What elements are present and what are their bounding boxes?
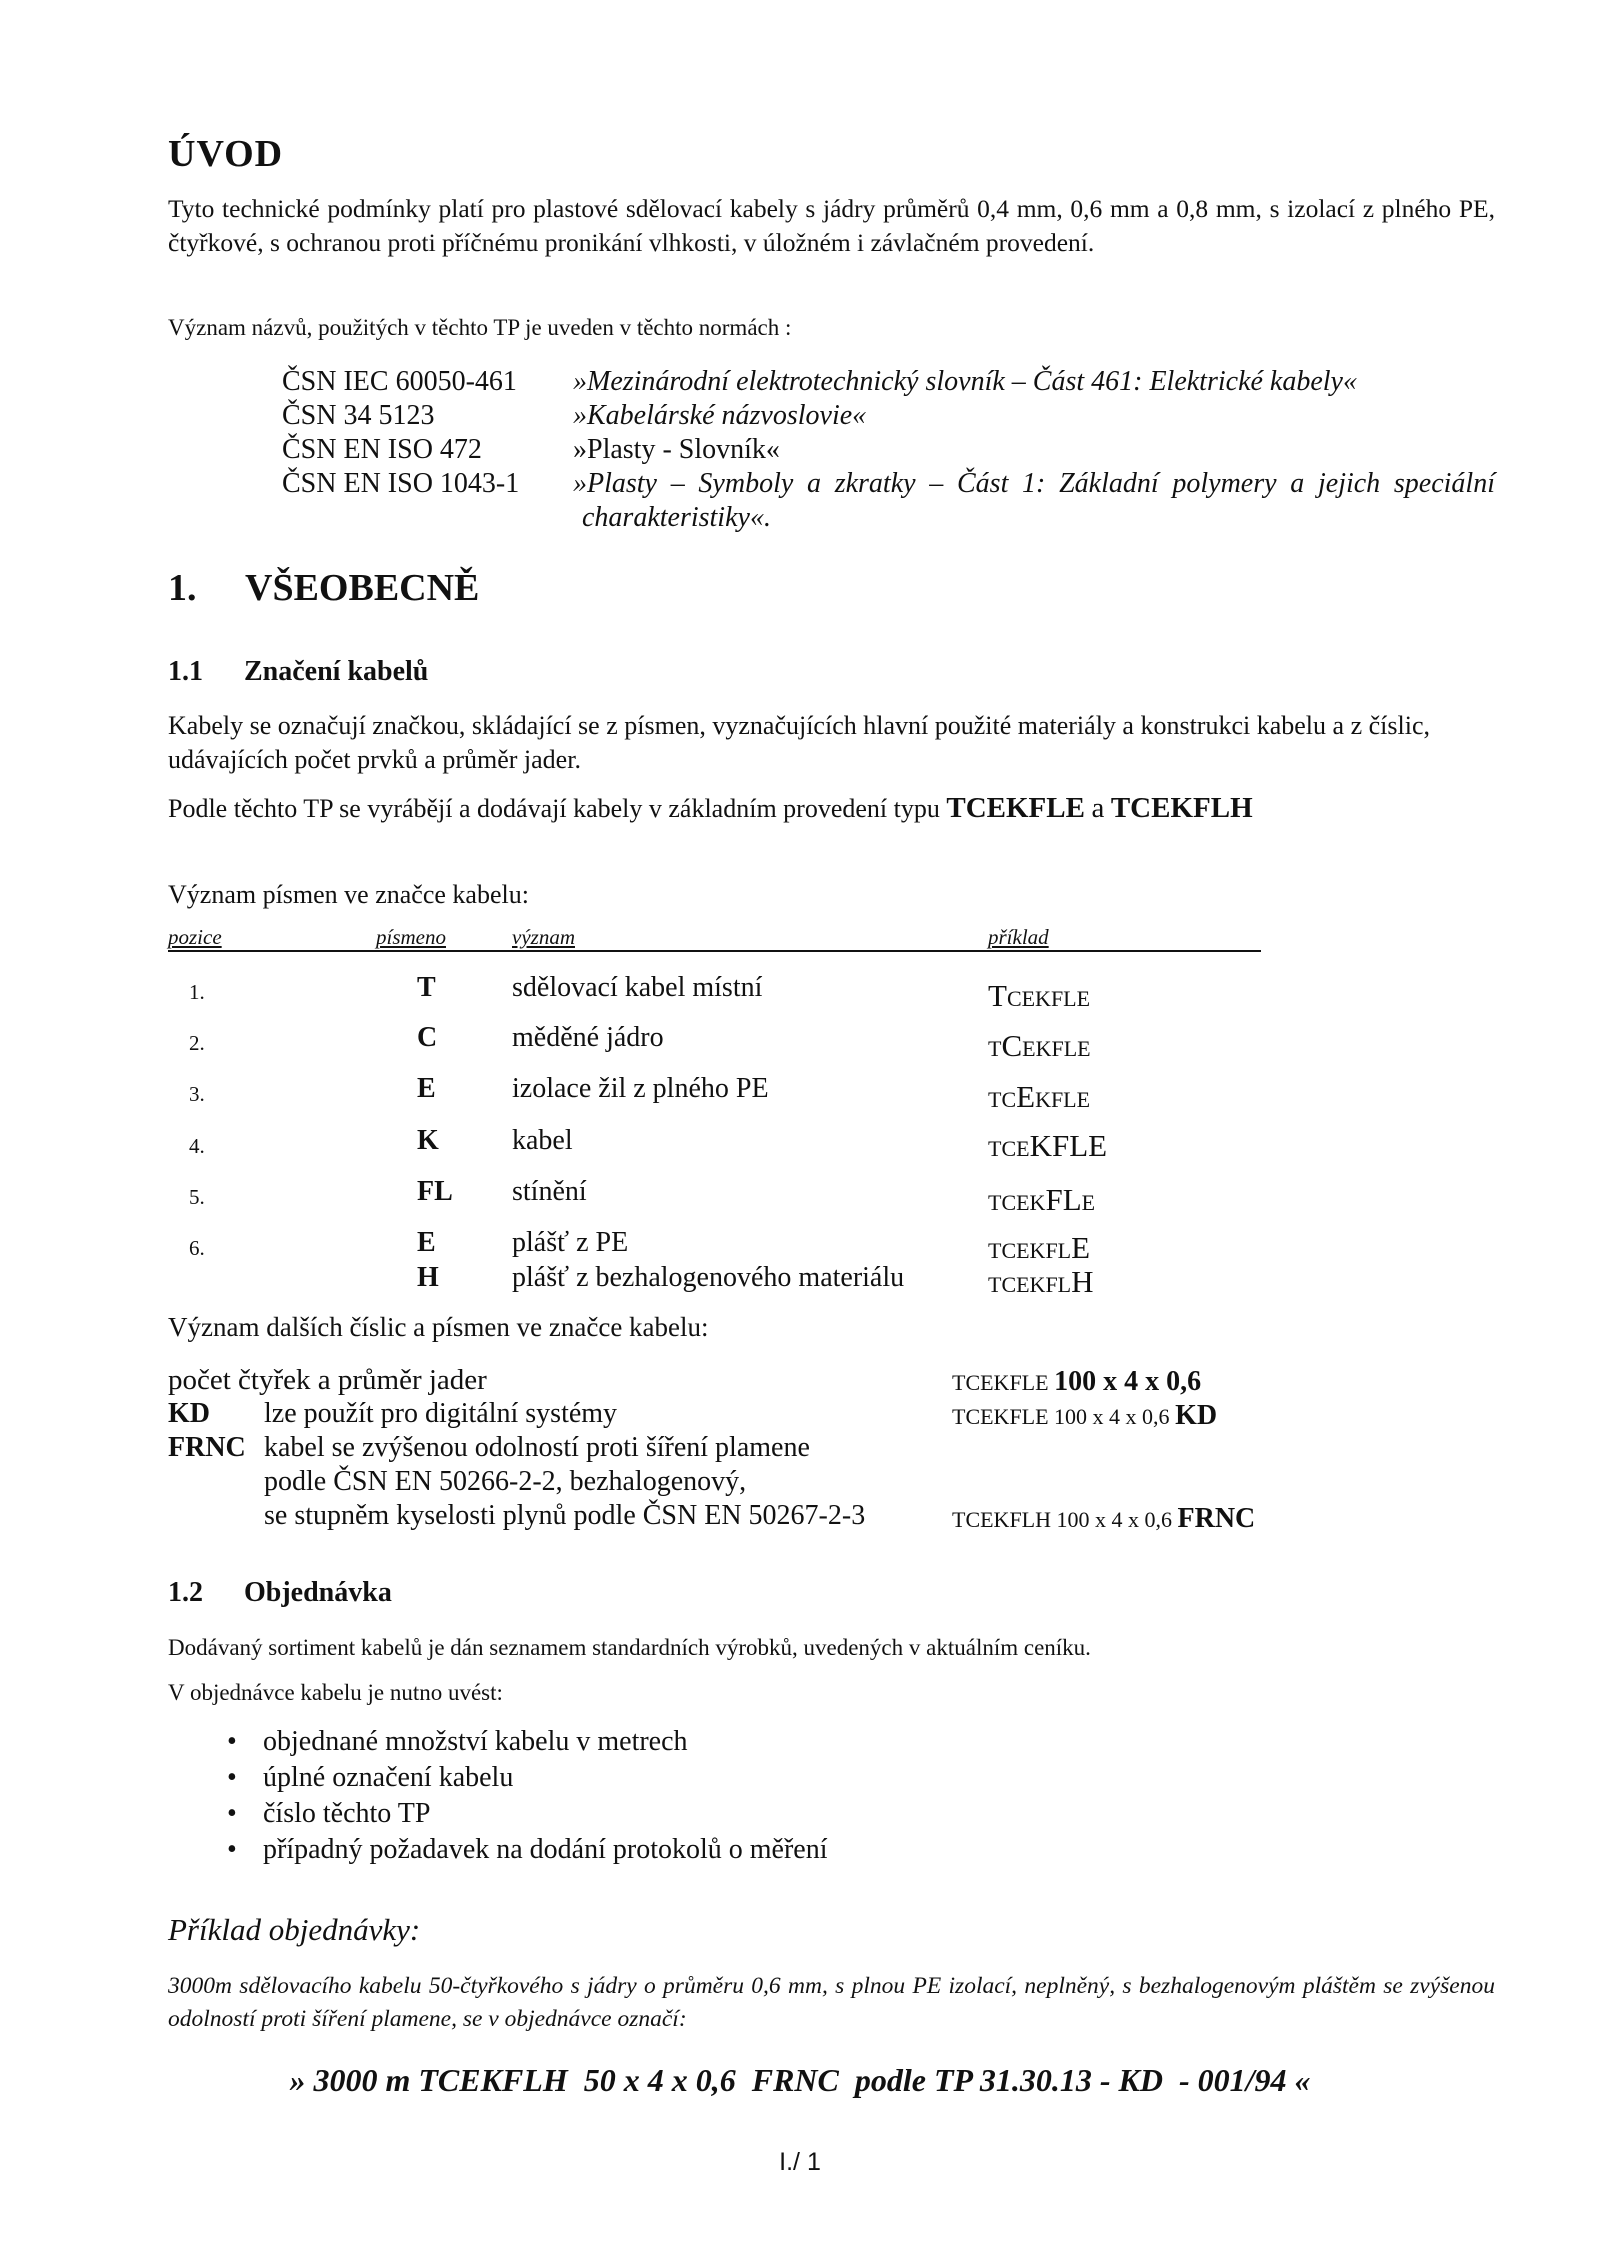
further-code: FRNC [168,1432,246,1463]
further-example: TCEKFLH 100 x 4 x 0,6 FRNC [952,1503,1256,1534]
order-example-code: » 3000 m TCEKFLH 50 x 4 x 0,6 FRNC podle TP 31.30.13 - KD - 001/94 « [289,2062,1311,2098]
row-example: TCEKFLE [988,1079,1091,1114]
row-example: TCEKFLE [988,1028,1091,1063]
row-meaning: sdělovací kabel místní [512,972,763,1003]
list-item: • objednané množství kabelu v metrech [168,1724,1068,1760]
list-item: • případný požadavek na dodání protokolů o měření [168,1832,1068,1868]
subsection-number: 1.2 [168,1577,203,1608]
row-example: TCEKFLE [988,978,1091,1013]
further-code: KD [168,1398,210,1429]
header-pos: pozice [168,925,222,949]
norm-title: »Mezinárodní elektrotechnický slovník – Část 461: Elektrické kabely« [573,366,1357,397]
row-letter: T [417,972,436,1003]
row-meaning: kabel [512,1125,573,1156]
row-letter: H [417,1262,439,1293]
norm-code: ČSN EN ISO 472 [282,434,482,465]
assortment-paragraph: Dodávaný sortiment kabelů je dán seznamem standardních výrobků, uvedených v aktuálním ceníku. [168,1635,1091,1660]
row-meaning: plášť z bezhalogenového materiálu [512,1262,905,1293]
section-title: VŠEOBECNĚ [245,567,480,609]
further-caption: Význam dalších číslic a písmen ve značce kabelu: [168,1312,709,1342]
row-pos: 1. [189,980,205,1004]
table-caption: Význam písmen ve značce kabelu: [168,880,529,909]
basic-types-paragraph [168,792,1253,825]
further-text: kabel se zvýšenou odolností proti šíření plamene [264,1432,810,1463]
row-letter: K [417,1125,439,1156]
list-item: • číslo těchto TP [168,1796,1068,1832]
norms-intro: Význam názvů, použitých v těchto TP je uveden v těchto normách : [168,315,792,340]
type-tcekfle: TCEKFLE [946,792,1085,824]
order-requirements-intro: V objednávce kabelu je nutno uvést: [168,1680,503,1705]
subsection-number: 1.1 [168,656,203,687]
row-pos: 4. [189,1134,205,1158]
row-example: TCEKFLE [988,1230,1091,1265]
list-item: • úplné označení kabelu [168,1760,1068,1796]
row-letter: E [417,1227,436,1258]
further-text: počet čtyřek a průměr jader [168,1364,487,1396]
section-number: 1. [168,567,197,609]
row-meaning: měděné jádro [512,1022,664,1053]
intro-paragraph: Tyto technické podmínky platí pro plastové sdělovací kabely s jádry průměrů 0,4 mm, 0,6 mm a 0,8 mm, s izolací z plného PE, čtyřkové, s ochranou proti příčnému pronikání vlhkosti, v úložném i závlačném provedení. [168,194,1495,257]
row-pos: 3. [189,1082,205,1106]
norm-title: »Kabelárské názvoslovie« [573,400,867,431]
type-and: a [1091,792,1105,824]
order-requirements-list [168,1724,1068,1868]
norm-code: ČSN 34 5123 [282,400,435,431]
norm-title-continuation: charakteristiky«. [582,502,771,533]
norm-title: »Plasty – Symboly a zkratky – Část 1: Základní polymery a jejich speciální [573,468,1495,499]
row-letter: C [417,1022,438,1053]
row-example: TCEKFLE [988,1128,1108,1163]
row-pos: 6. [189,1236,205,1260]
subsection-title: Objednávka [244,1577,392,1608]
further-example: TCEKFLE 100 x 4 x 0,6 KD [952,1400,1218,1431]
norm-code: ČSN EN ISO 1043-1 [282,468,520,499]
row-pos: 5. [189,1185,205,1209]
row-example: TCEKFLE [988,1182,1096,1217]
row-letter: E [417,1073,436,1104]
header-example: příklad [988,925,1049,949]
further-text: podle ČSN EN 50266-2-2, bezhalogenový, [264,1466,747,1497]
norm-code: ČSN IEC 60050-461 [282,366,517,397]
row-letter: FL [417,1176,453,1207]
row-meaning: izolace žil z plného PE [512,1073,769,1104]
norm-title: »Plasty - Slovník« [573,434,780,465]
further-example: TCEKFLE 100 x 4 x 0,6 [952,1366,1202,1397]
row-meaning: stínění [512,1176,587,1207]
basic-types-text: Podle těchto TP se vyrábějí a dodávají kabely v základním provedení typu [168,794,940,823]
further-text: se stupněm kyselosti plynů podle ČSN EN 50267-2-3 [264,1500,866,1531]
order-example-text: 3000m sdělovacího kabelu 50-čtyřkového s jádry o průměru 0,6 mm, s plnou PE izolací, neplněný, s bezhalogenovým pláštěm se zvýšenou odolností proti šíření plamene, se v objednávce označí: [168,1973,1495,2032]
page-number: I./ 1 [779,2148,821,2176]
type-tcekflh: TCEKFLH [1110,792,1253,824]
marking-paragraph: Kabely se označují značkou, skládající se z písmen, vyznačujících hlavní použité materiály a konstrukci kabelu a z číslic, udávajících počet prvků a průměr jader. [168,711,1430,774]
order-example-heading: Příklad objednávky: [168,1912,421,1947]
row-example: TCEKFLH [988,1264,1094,1299]
header-meaning: význam [512,925,575,949]
table-header-rule [168,950,1261,952]
row-meaning: plášť z PE [512,1227,629,1258]
header-letter: písmeno [376,925,446,949]
row-pos: 2. [189,1031,205,1055]
subsection-title: Značení kabelů [244,656,429,687]
intro-heading: ÚVOD [168,133,284,175]
further-text: lze použít pro digitální systémy [264,1398,618,1429]
